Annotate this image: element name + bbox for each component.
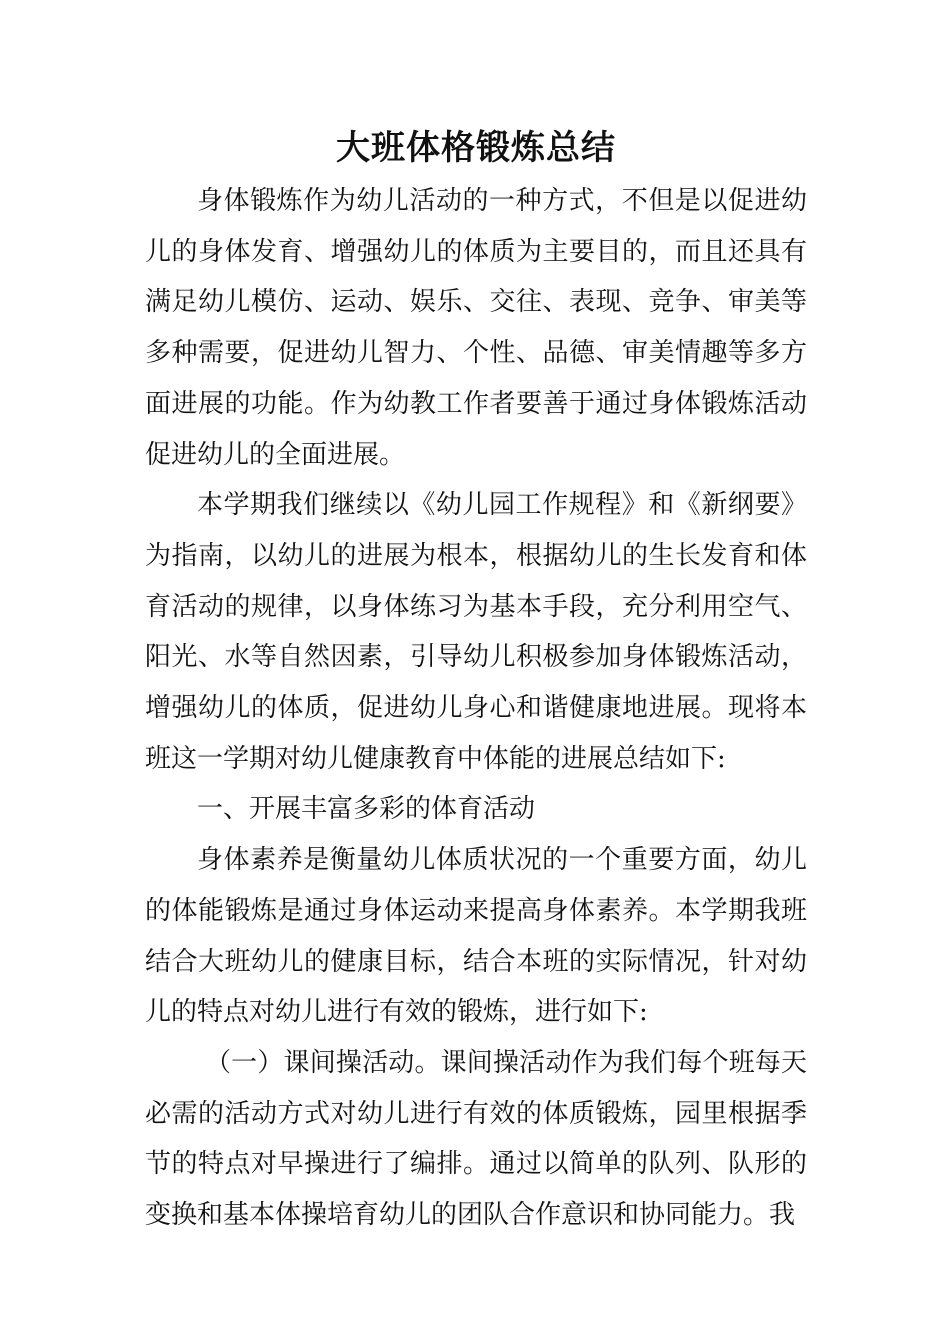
document-page	[145, 122, 807, 1241]
paragraph-intro: 身体锻炼作为幼儿活动的一种方式，不但是以促进幼儿的身体发育、增强幼儿的体质为主要目的，而且还具有满足幼儿模仿、运动、娱乐、交往、表现、竞争、审美等多种需要，促进幼儿智力、个性、品德、审美情趣等多方面进展的功能。作为幼教工作者要善于通过身体锻炼活动促进幼儿的全面进展。	[145, 186, 807, 470]
section-heading-1: 一、开展丰富多彩的体育活动	[197, 794, 536, 825]
paragraph-physical-quality: 身体素养是衡量幼儿体质状况的一个重要方面，幼儿的体能锻炼是通过身体运动来提高身体素养。本学期我班结合大班幼儿的健康目标，结合本班的实际情况，针对幼儿的特点对幼儿进行有效的锻炼，进行如下:	[145, 845, 807, 1028]
paragraph-semester-plan: 本学期我们继续以《幼儿园工作规程》和《新纲要》为指南，以幼儿的进展为根本，根据幼儿的生长发育和体育活动的规律，以身体练习为基本手段，充分利用空气、阳光、水等自然因素，引导幼儿积极参加身体锻炼活动，增强幼儿的体质，促进幼儿身心和谐健康地进展。现将本班这一学期对幼儿健康教育中体能的进展总结如下:	[145, 490, 807, 774]
document-title: 大班体格锻炼总结	[336, 128, 616, 168]
paragraph-recess-exercise: （一）课间操活动。课间操活动作为我们每个班每天必需的活动方式对幼儿进行有效的体质锻炼，园里根据季节的特点对早操进行了编排。通过以简单的队列、队形的变换和基本体操培育幼儿的团队合作意识和协同能力。我	[145, 1047, 807, 1231]
